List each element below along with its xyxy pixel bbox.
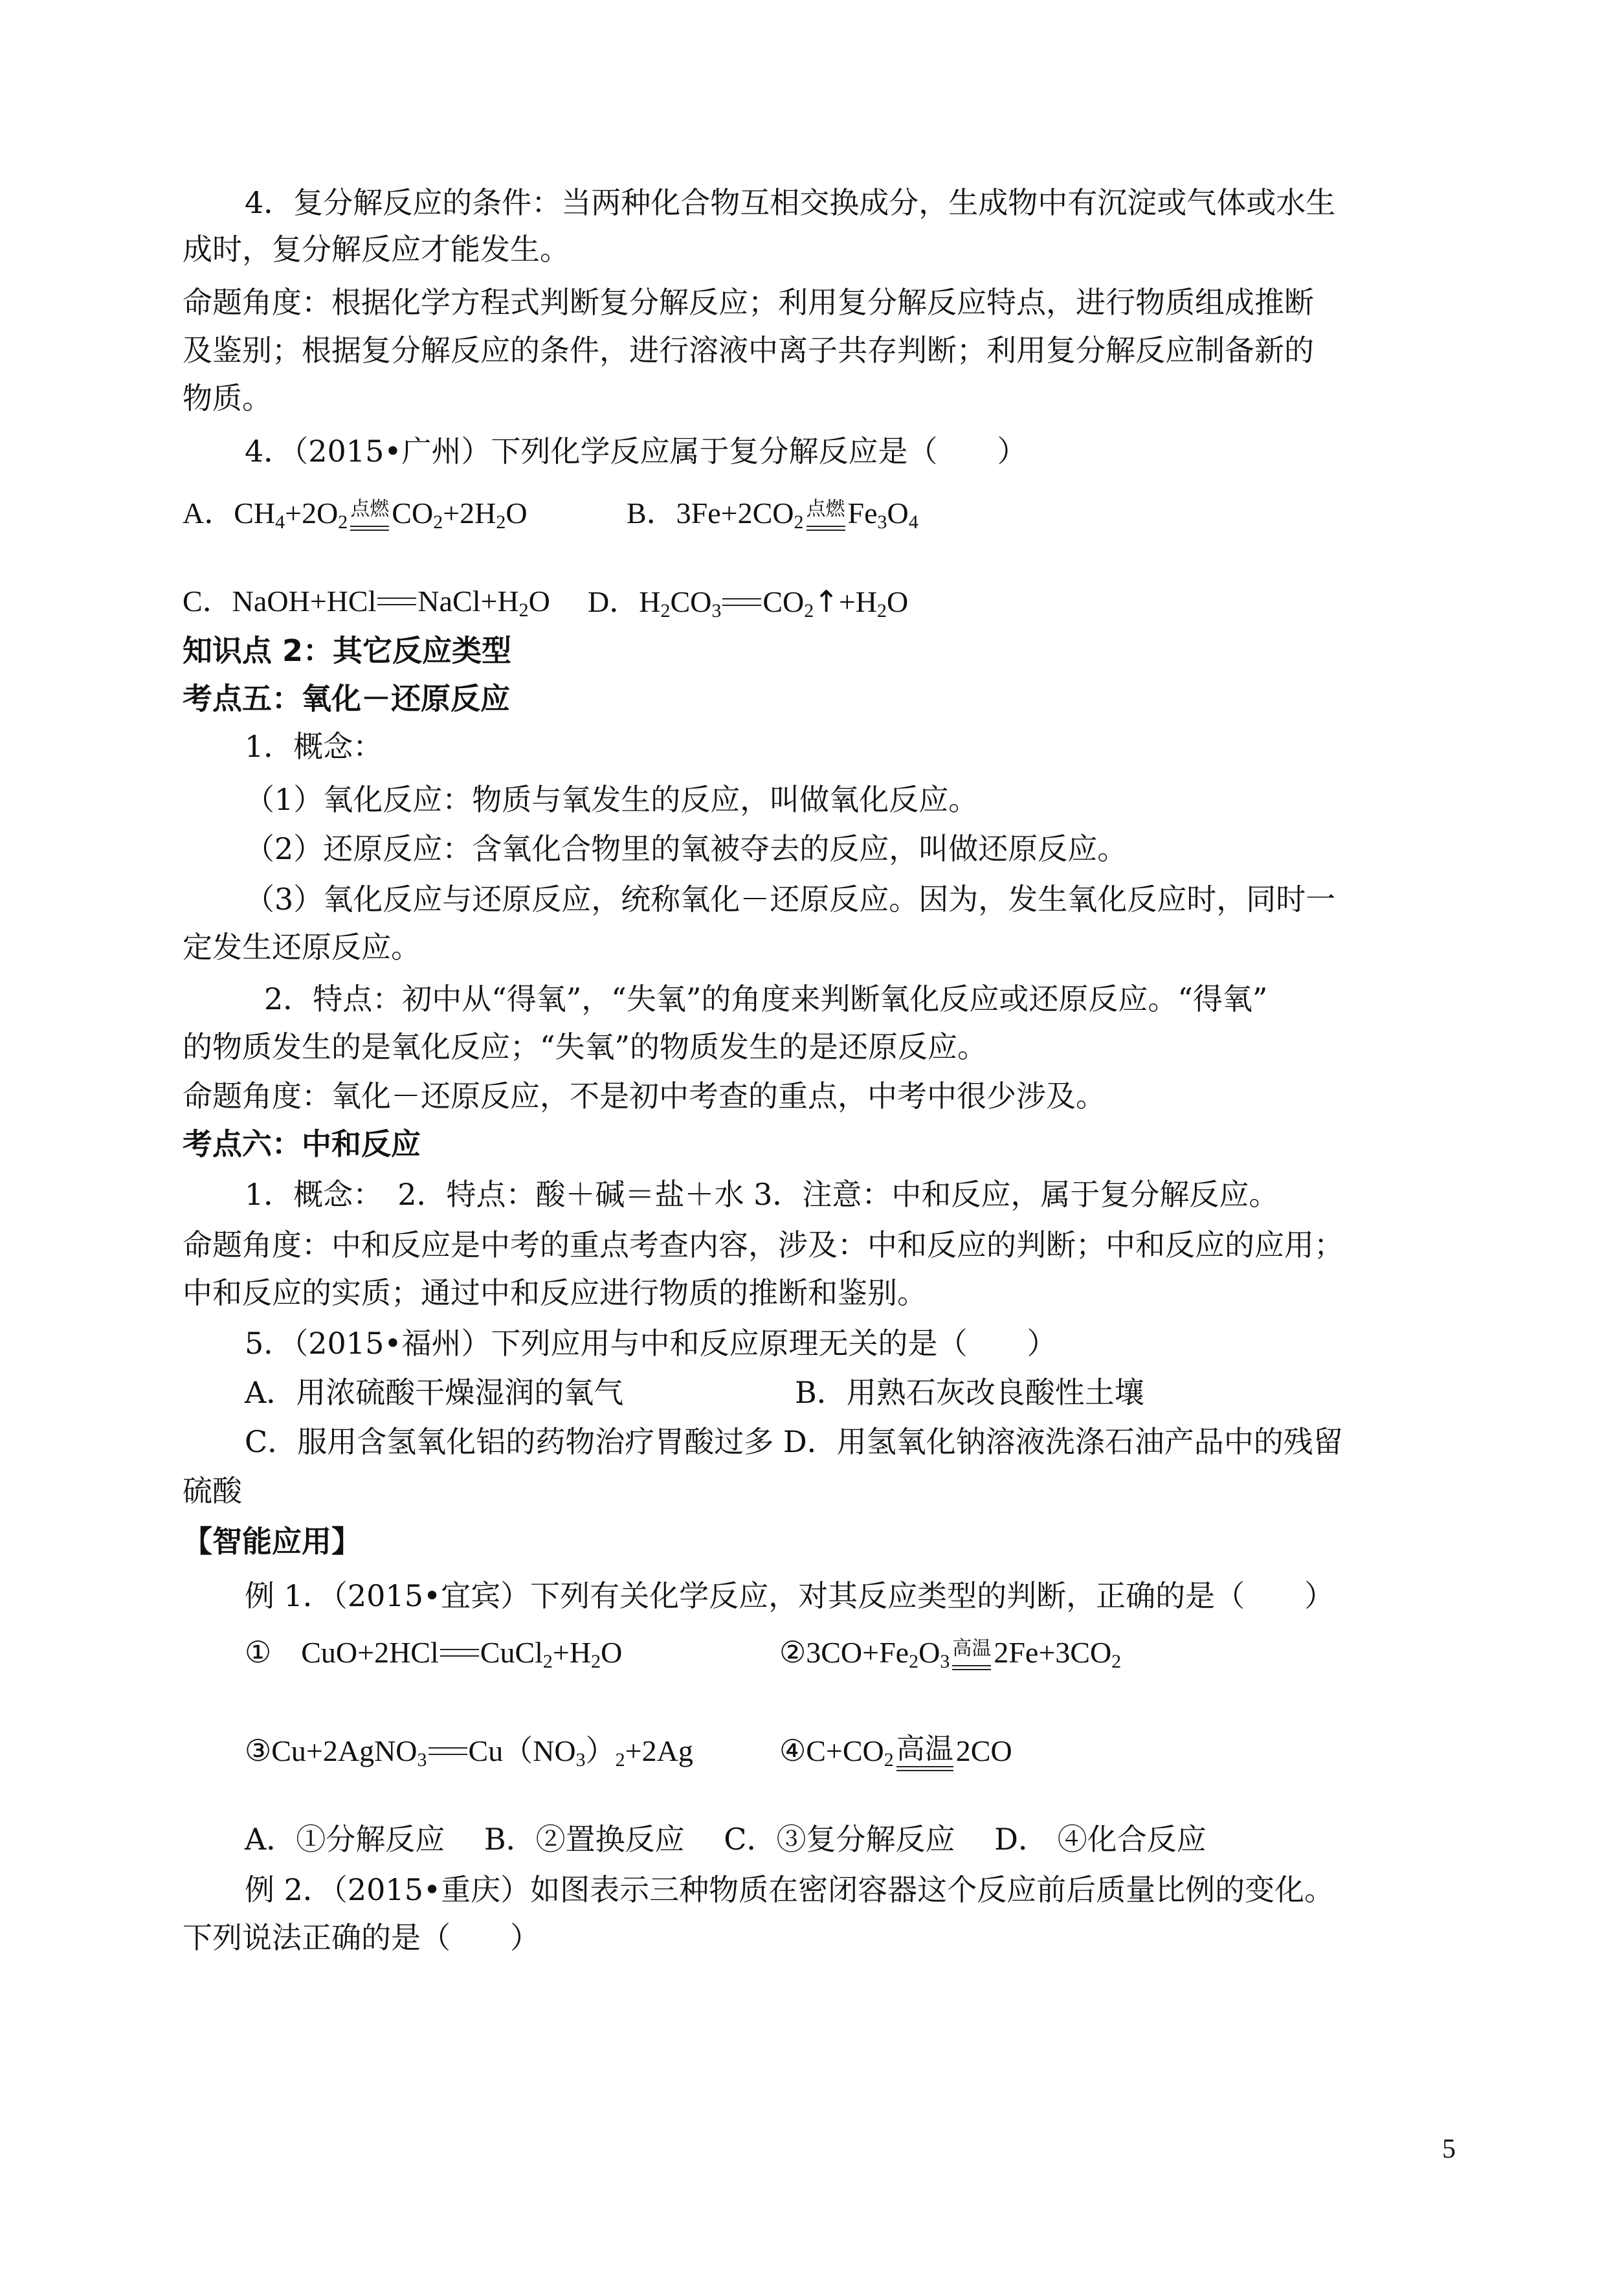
option-a-equation: A．$CH_4+2O_2^{点燃}$ $CO_2+2H_2O$ (183, 497, 528, 533)
reaction-condition: 高温 (896, 1736, 953, 1766)
reaction-condition: 点燃 (350, 498, 389, 528)
paragraph-line: （3）氧化反应与还原反应，统称氧化－还原反应。因为，发生氧化反应时，同时一 (245, 882, 1336, 917)
question-4: 4．（2015•广州）下列化学反应属于复分解反应是（ ） (245, 434, 1027, 469)
section-heading: 考点五：氧化－还原反应 (183, 681, 510, 716)
paragraph-line: 物质。 (183, 381, 272, 416)
paragraph-line: 命题角度：中和反应是中考的重点考查内容，涉及：中和反应的判断；中和反应的应用； (183, 1227, 1344, 1262)
section-heading: 考点六：中和反应 (183, 1126, 421, 1161)
equation-3: ③Cu+2AgNO$_3$ $Cu(NO_3)_2+2Ag$ (245, 1734, 693, 1771)
paragraph-line: 硫酸 (183, 1473, 242, 1508)
paragraph-line: 命题角度：氧化－还原反应，不是初中考查的重点，中考中很少涉及。 (183, 1079, 1106, 1113)
paragraph-line: 定发生还原反应。 (183, 930, 421, 965)
gas-arrow-icon: ↑ (814, 584, 839, 619)
paragraph-line: 成时，复分解反应才能发生。 (183, 232, 570, 267)
equation-1: ① CuO+2HCl $CuCl_2+H_2O$ (245, 1636, 623, 1672)
paragraph-line: （1）氧化反应：物质与氧发生的反应，叫做氧化反应。 (245, 782, 979, 817)
example-2: 例 2．（2015•重庆）如图表示三种物质在密闭容器这个反应前后质量比例的变化。 (245, 1872, 1335, 1907)
section-heading: 知识点 2：其它反应类型 (183, 633, 512, 668)
paragraph-line: 1．概念： 2．特点：酸＋碱＝盐＋水 3．注意：中和反应，属于复分解反应。 (245, 1177, 1279, 1212)
question-5: 5．（2015•福州）下列应用与中和反应原理无关的是（ ） (245, 1326, 1057, 1361)
paragraph-line: 命题角度：根据化学方程式判断复分解反应；利用复分解反应特点，进行物质组成推断 (183, 285, 1314, 320)
reaction-condition: 点燃 (806, 498, 845, 528)
example-1: 例 1．（2015•宜宾）下列有关化学反应，对其反应类型的判断，正确的是（ ） (245, 1578, 1335, 1613)
option-b: B．用熟石灰改良酸性土壤 (795, 1375, 1144, 1410)
option-c-d: C．服用含氢氧化铝的药物治疗胃酸过多 D．用氢氧化钠溶液洗涤石油产品中的残留 (245, 1424, 1343, 1459)
paragraph-line: 1．概念： (245, 729, 383, 764)
paragraph-line: 及鉴别；根据复分解反应的条件，进行溶液中离子共存判断；利用复分解反应制备新的 (183, 333, 1314, 368)
example-1-options: A．①分解反应 B．②置换反应 C．③复分解反应 D． ④化合反应 (245, 1822, 1207, 1857)
paragraph-line: 下列说法正确的是（ ） (183, 1920, 540, 1955)
section-heading: 【智能应用】 (183, 1524, 361, 1559)
paragraph-line: 的物质发生的是氧化反应；“失氧”的物质发生的是还原反应。 (183, 1029, 988, 1064)
option-c-equation: C．NaOH+HCl $NaCl+H_2O$ (183, 585, 550, 621)
option-a: A．用浓硫酸干燥湿润的氧气 (245, 1375, 624, 1410)
paragraph-line: （2）还原反应：含氧化合物里的氧被夺去的反应，叫做还原反应。 (245, 831, 1128, 866)
paragraph-line: 4．复分解反应的条件：当两种化合物互相交换成分，生成物中有沉淀或气体或水生 (245, 185, 1336, 220)
equation-4: $④C+CO_2$高温 2CO (779, 1732, 1012, 1771)
page-number: 5 (1442, 2134, 1456, 2164)
paragraph-line: 中和反应的实质；通过中和反应进行物质的推断和鉴别。 (183, 1275, 927, 1310)
paragraph-line: 2．特点：初中从“得氧”，“失氧”的角度来判断氧化反应或还原反应。“得氧” (264, 981, 1268, 1016)
option-b-equation: B．$3Fe+2CO_2^{点燃}$ $Fe_3O_4$ (627, 497, 918, 533)
equation-2: $②3CO+Fe_2O_3^{高温}$ $2Fe+3CO_2$ (779, 1636, 1122, 1672)
reaction-condition: 高温 (952, 1638, 991, 1668)
option-d-equation: D．$H_2CO_3$ $CO_2↑+H_2O$ (588, 584, 909, 621)
